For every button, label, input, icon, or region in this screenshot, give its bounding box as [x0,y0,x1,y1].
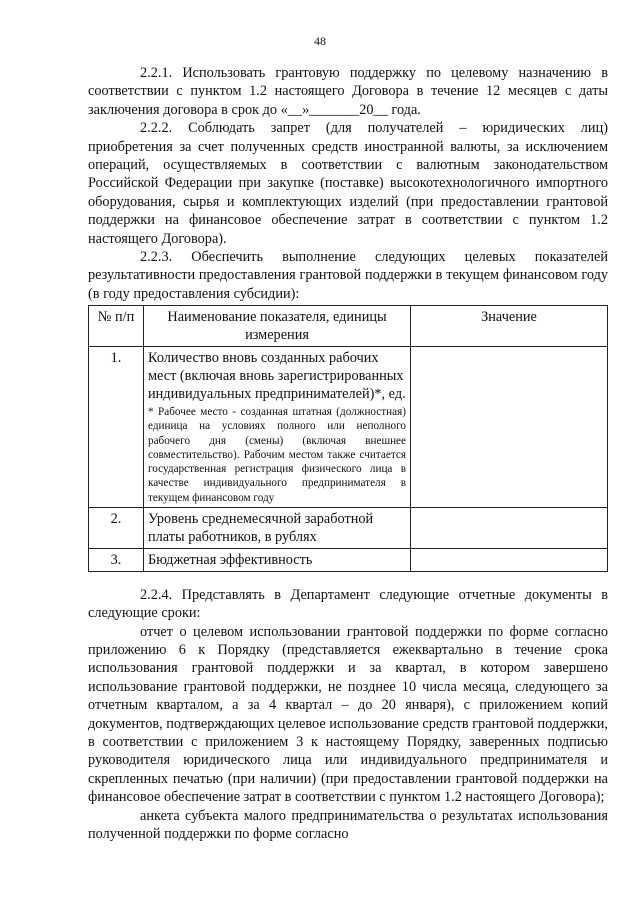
paragraph-report: отчет о целевом использовании грантовой поддержки по форме согласно приложению 6 к Порядку (представляется ежеквартально в течение срока использования грантовой поддержки и за квартал, в котором завершено использование грантовой поддержки, не позднее 10 числа месяца, следующего за отчетным кварталом, а за 4 квартал – до 20 января), с приложением копий документов, подтверждающих целевое использование средств грантовой поддержки, в соответствии с приложением 3 к настоящему Порядку, заверенных подписью руководителя юридического лица или индивидуального предпринимателя и скрепленных печатью (при наличии) (при предоставлении грантовой поддержки на финансовое обеспечение затрат в соответствии с пунктом 1.2 настоящего Договора); [88,623,608,806]
header-value: Значение [411,306,608,347]
row-name-cell [144,347,411,507]
row-number: 2. [89,507,144,548]
table-row [89,347,608,507]
paragraph-2-2-2: 2.2.2. Соблюдать запрет (для получателей – юридических лиц) приобретения за счет полученных средств иностранной валюты, за исключением операций, осуществляемых в соответствии с валютным законодательством Российской Федерации при закупке (поставке) высокотехнологичного импортного оборудования, сырья и комплектующих изделий (при предоставлении грантовой поддержки на финансовое обеспечение затрат в соответствии с пунктом 1.2 настоящего Договора). [88,120,608,247]
document-body [88,64,608,843]
table-row [89,548,608,571]
page-number: 48 [314,34,326,48]
row-footnote: * Рабочее место - созданная штатная (должностная) единица на условиях полного или неполного рабочего дня (смены) (включая внешнее совместительство). Рабочим местом также считается государственная регистрация физического лица в качестве индивидуального предпринимателя в текущем финансовом году [148,406,406,504]
row-value [411,507,608,548]
paragraph-questionnaire: анкета субъекта малого предпринимательства о результатах использования полученной поддержки по форме согласно [88,807,608,842]
row-number: 1. [89,347,144,507]
row-name: Уровень среднемесячной заработной платы работников, в рублях [144,507,411,548]
paragraph-2-2-3: 2.2.3. Обеспечить выполнение следующих целевых показателей результативности предоставления грантовой поддержки в текущем финансовом году (в году предоставления субсидии): [88,249,608,302]
paragraph-2-2-4: 2.2.4. Представлять в Департамент следующие отчетные документы в следующие сроки: [88,586,608,622]
row-value [411,347,608,507]
header-number: № п/п [89,306,144,347]
header-name: Наименование показателя, единицы измерения [144,306,411,347]
row-name: Бюджетная эффективность [144,548,411,571]
paragraph-2-2-1: 2.2.1. Использовать грантовую поддержку по целевому назначению в соответствии с пунктом 1.2 настоящего Договора в течение 12 месяцев с даты заключения договора в срок до «__»_______20__ года. [88,65,608,118]
table-header-row [89,306,608,347]
row-value [411,548,608,571]
row-name: Количество вновь созданных рабочих мест (включая вновь зарегистрированных индивидуальных предпринимателей)*, ед. [148,350,406,403]
table-row [89,507,608,548]
indicators-table [88,305,608,571]
row-number: 3. [89,548,144,571]
